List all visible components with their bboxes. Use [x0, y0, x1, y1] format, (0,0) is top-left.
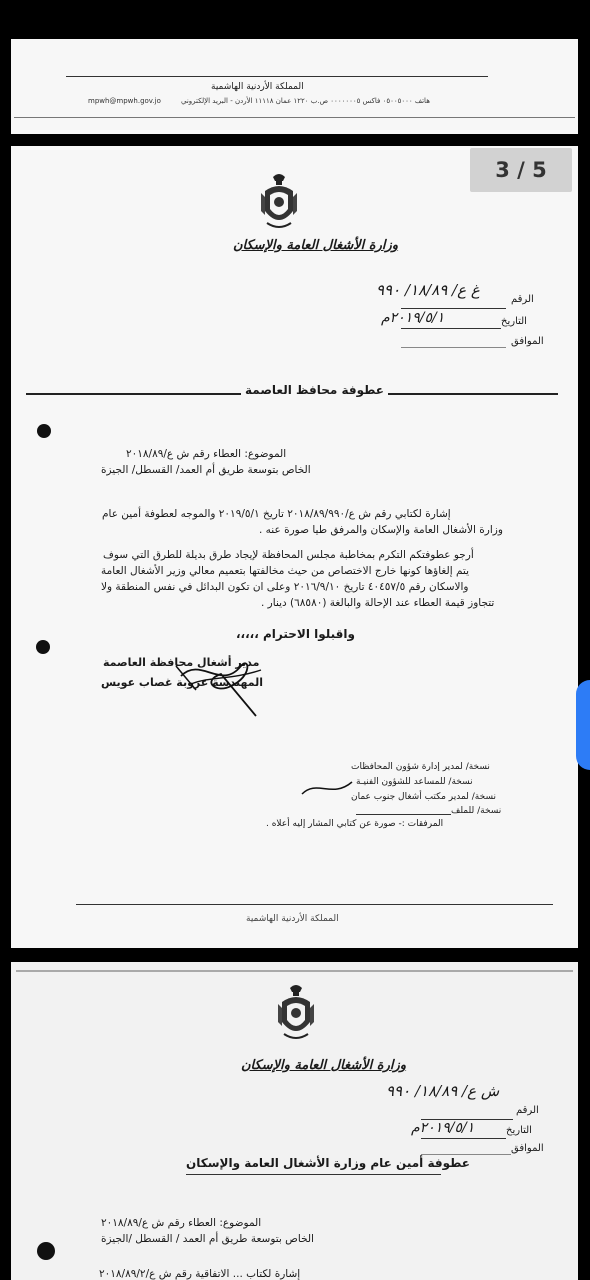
footer-rule	[76, 904, 553, 905]
page-edge-rule	[14, 117, 575, 118]
date-label: التاريخ	[506, 1125, 532, 1136]
signature-icon	[161, 646, 271, 721]
addressee: عطوفة أمين عام وزارة الأشغال العامة والإسكان	[186, 1156, 471, 1170]
hole-punch-mark	[37, 424, 51, 438]
date-label: التاريخ	[501, 316, 527, 327]
date-underline	[421, 1138, 506, 1139]
hijri-underline	[401, 347, 506, 348]
coat-of-arms-icon	[276, 982, 316, 1044]
closing-text: واقبلوا الاحترام ،،،،،	[236, 627, 355, 641]
paragraph-2-line-1: أرجو عطوفتكم التكرم بمخاطبة مجلس المحافظة لإيجاد طرق بديلة للطرق التي سوف	[103, 549, 474, 561]
ministry-name: وزارة الأشغال العامة والإسكان	[241, 1058, 407, 1073]
ref-value: غ ع/ ١٨/٨٩/ ٩٩٠	[376, 281, 480, 299]
ref-label: الرقم	[511, 294, 534, 305]
cc-line-3: نسخة/ لمدير مكتب أشغال جنوب عمان	[351, 792, 496, 802]
subject-line-1: الموضوع: العطاء رقم ش ع/٢٠١٨/٨٩	[126, 448, 287, 460]
document-page-next	[11, 962, 578, 1280]
subject-line-1: الموضوع: العطاء رقم ش ع/٢٠١٨/٨٩	[101, 1217, 262, 1229]
ministry-name: وزارة الأشغال العامة والإسكان	[233, 238, 399, 253]
ref-label: الرقم	[516, 1105, 539, 1116]
cut-off-line: إشارة لكتاب ... الاتفاقية رقم ش ع/٢٠١٨/٨٩/٢	[99, 1268, 301, 1280]
subject-line-2: الخاص بتوسعة طريق أم العمد/ القسطل/ الجيزة	[101, 464, 311, 476]
document-page-current	[11, 146, 578, 948]
page-edge-shadow	[16, 970, 573, 972]
date-underline	[401, 328, 501, 329]
footer-name: المملكة الأردنية الهاشمية	[246, 914, 339, 924]
signatory-name: المهندسة عروبة غصاب عويس	[101, 676, 263, 689]
signatory-title: مدير أشغال محافظة العاصمة	[103, 656, 260, 669]
hole-punch-mark	[37, 1242, 55, 1260]
paragraph-1-line-2: وزارة الأشغال العامة والإسكان والمرفق طيا صورة عنه .	[259, 524, 503, 536]
coat-of-arms-icon	[259, 171, 299, 233]
cc-line-1: نسخة/ لمدير إدارة شؤون المحافظات	[351, 762, 490, 772]
handwritten-mark-icon	[297, 774, 357, 804]
paragraph-1-line-1: إشارة لكتابي رقم ش ع/٢٠١٨/٨٩/٩٩٠ تاريخ ٢٠١٩/٥/١ والموجه لعطوفة أمين عام	[102, 508, 451, 520]
email-text: mpwh@mpwh.gov.jo	[88, 97, 161, 105]
paragraph-2-line-4: تتجاوز قيمة العطاء عند الإحالة والبالغة (٦٨٥٨٠) دينار .	[261, 597, 495, 609]
hijri-label: الموافق	[511, 336, 544, 347]
hole-punch-mark	[36, 640, 50, 654]
cc-line-4: نسخة/ للملف	[451, 806, 502, 816]
page-counter: 3 / 5	[470, 148, 572, 192]
paragraph-2-line-3: والاسكان رقم ٤٠٤٥٧/٥ تاريخ ٢٠١٦/٩/١٠ وعلى ان تكون البدائل في نفس المنطقة ولا	[101, 581, 469, 593]
cc-line-2: نسخة/ للمساعد للشؤون الفنيـة	[356, 777, 473, 787]
document-page-top	[11, 39, 578, 134]
addressee-underline	[186, 1174, 441, 1175]
ref-underline	[401, 308, 506, 309]
header-name: المملكة الأردنية الهاشمية	[211, 82, 304, 92]
hijri-underline	[421, 1154, 511, 1155]
hijri-label: الموافق	[511, 1143, 544, 1154]
date-value: ٢٠١٩/٥/١م	[381, 310, 445, 326]
paragraph-2-line-2: يتم إلغاؤها كونها خارج الاختصاص من حيث مخالفتها بتعميم معالي وزير الأشغال العامة	[101, 565, 470, 577]
cc-underline	[356, 814, 451, 815]
ref-value: ش ع/ ١٨/٨٩/ ٩٩٠	[386, 1082, 500, 1100]
scroll-handle[interactable]	[576, 680, 590, 770]
subject-line-2: الخاص بتوسعة طريق أم العمد / القسطل /الجيزة	[101, 1233, 314, 1245]
addressee: عطوفة محافظ العاصمة	[241, 383, 388, 397]
header-rule	[66, 76, 488, 77]
date-value: ٢٠١٩/٥/١م	[411, 1120, 475, 1136]
contact-line: هاتف ٠٥٠٠٥٠٠٠ فاكس ٠٠٠٠٠٠٠٥ ص.ب ١٢٢٠ عمان ١١١١٨ الأردن - البريد الإلكتروني	[181, 97, 430, 105]
attachments-line: المرفقات :- صورة عن كتابي المشار إليه أعلاه .	[266, 819, 444, 829]
